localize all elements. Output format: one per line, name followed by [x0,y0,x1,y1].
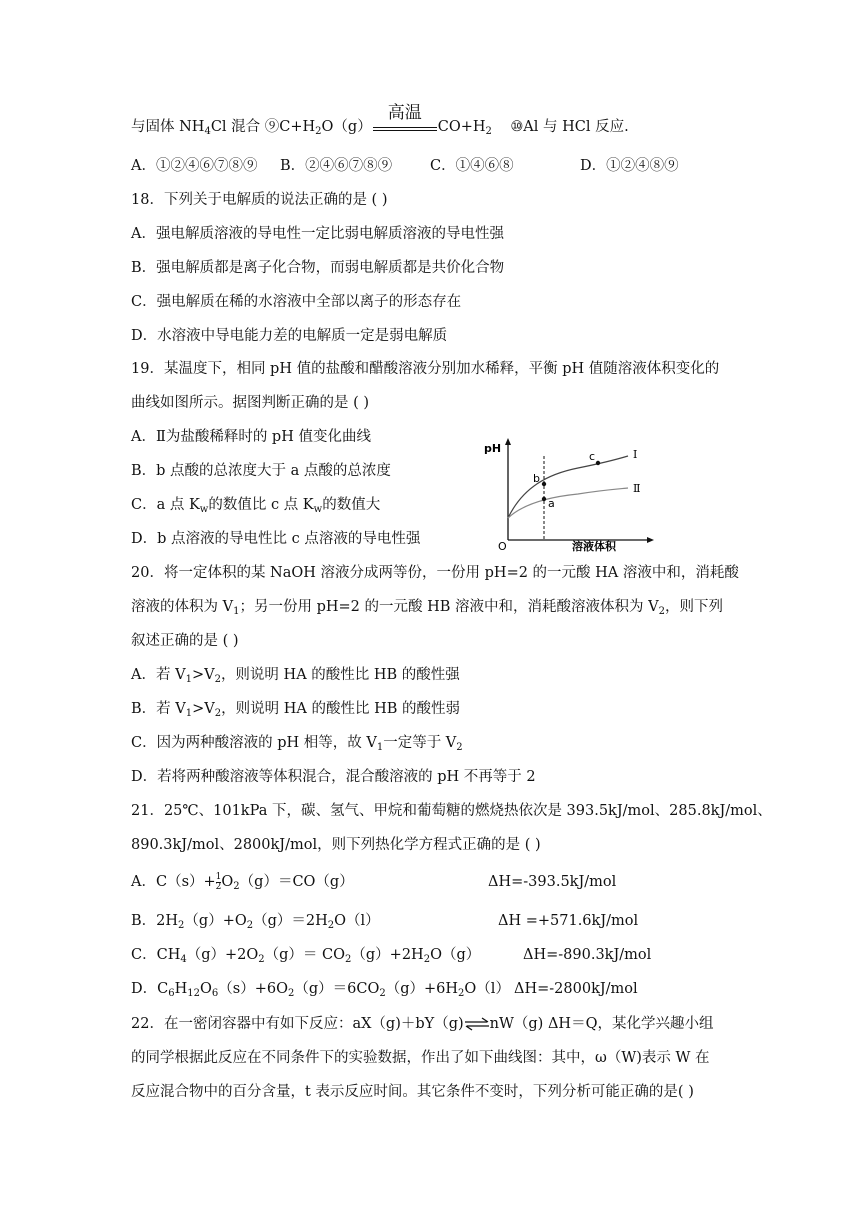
q18-option-c: C．强电解质在稀的水溶液中全部以离子的形态存在 [131,294,462,310]
q21-option-d: D．$C_6H_{12}O_6(s)+6O_2(g)=6CO_2(g)+6H_2O(l)$ [131,981,510,999]
curve-ii-label: Ⅱ [633,482,641,495]
q21-option-b-dh: ΔH =+571.6kJ/mol [498,913,639,929]
q20-stem-line1: 20．将一定体积的某 NaOH 溶液分成两等份，一份用 pH=2 的一元酸 HA 溶液中和，消耗酸 [131,565,739,581]
q20-stem-line2: 溶液的体积为 $V_1$；另一份用 pH=2 的一元酸 HB 溶液中和，消耗酸溶液体积为 $V_2$，则下列 [131,599,723,617]
point-c-label: c [589,450,596,463]
q20-option-a: A．若 $V_1>V_2$，则说明 HA 的酸性比 HB 的酸性强 [131,667,460,685]
q18-option-b: B．强电解质都是离子化合物，而弱电解质都是共价化合物 [131,260,505,276]
q22-stem-line2: 的同学根据此反应在不同条件下的实验数据，作出了如下曲线图：其中，ω（W)表示 W 在 [131,1050,710,1066]
q17-option-d: D．①②④⑧⑨ [580,158,679,174]
q18-stem: 18．下列关于电解质的说法正确的是 ( ) [131,192,388,208]
y-axis-label: pH [484,442,502,455]
x-axis-arrow-icon [647,537,654,543]
origin-label: O [498,540,507,552]
q19-option-d: D．b 点溶液的导电性比 c 点溶液的导电性强 [131,531,421,547]
q20-option-c: C．因为两种酸溶液的 pH 相等，故 $V_1$一定等于 $V_2$ [131,735,463,753]
q21-option-a-dh: ΔH=-393.5kJ/mol [488,874,617,890]
q17-option-a: A．①②④⑥⑦⑧⑨ [131,158,258,174]
q19-stem-line2: 曲线如图所示。据图判断正确的是 ( ) [131,395,370,411]
point-a [542,497,546,501]
point-b [542,482,546,486]
q18-option-a: A．强电解质溶液的导电性一定比弱电解质溶液的导电性强 [131,226,504,242]
equilibrium-arrow-icon [464,1017,490,1031]
q18-option-d: D．水溶液中导电能力差的电解质一定是弱电解质 [131,328,448,344]
y-axis-arrow-icon [505,438,511,445]
q19-stem-line1: 19．某温度下，相同 pH 值的盐酸和醋酸溶液分别加水稀释，平衡 pH 值随溶液体积变化的 [131,361,720,377]
fraction-one-half: $\frac{1}{2}$ [215,871,222,892]
q17-option-c: C．①④⑥⑧ [430,158,514,174]
q22-stem-line1: 22．在一密闭容器中有如下反应：aX（g)＋bY（g) nW（g) ΔH＝Q，某化学兴趣小组 [131,1016,714,1032]
q19-option-a: A．Ⅱ为盐酸稀释时的 pH 值变化曲线 [131,429,371,445]
q17-continuation: 与固体 $NH_4Cl$ 混合 $⑨C+H_2O(g)$ 高温 $CO+H_2$ ⑩Al 与 HCl 反应. [131,103,629,137]
point-c [596,461,600,465]
curve-i-label: Ⅰ [633,448,638,461]
q21-stem-line1: 21．25℃、101kPa 下，碳、氢气、甲烷和葡萄糖的燃烧热依次是 393.5kJ/mol、285.8kJ/mol、 [131,803,772,819]
q19-option-b: B．b 点酸的总浓度大于 a 点酸的总浓度 [131,463,391,479]
ph-dilution-graph [478,432,658,552]
point-b-label: b [533,472,540,485]
q20-stem-line3: 叙述正确的是 ( ) [131,633,239,649]
q20-option-b: B．若 $V_1>V_2$，则说明 HA 的酸性比 HB 的酸性弱 [131,701,460,719]
point-a-label: a [548,497,555,510]
x-axis-label: 溶液体积 [572,540,616,552]
q22-stem-line3: 反应混合物中的百分含量，t 表示反应时间。其它条件不变时，下列分析可能正确的是( ) [131,1084,694,1100]
q21-option-a: A．C（s）+ $\frac{1}{2}$ $O_2(g)=CO(g)$ [131,871,354,892]
q20-option-d: D．若将两种酸溶液等体积混合，混合酸溶液的 pH 不再等于 2 [131,769,536,785]
q21-option-c: C．$CH_4(g)+2O_2(g)= CO_2(g)+2H_2O(g)$ [131,947,481,965]
q17-option-b: B．②④⑥⑦⑧⑨ [280,158,393,174]
curve-i [508,456,628,518]
q21-stem-line2: 890.3kJ/mol、2800kJ/mol，则下列热化学方程式正确的是 ( ) [131,837,541,853]
q21-option-c-dh: ΔH=-890.3kJ/mol [523,947,652,963]
reaction-condition-arrow: 高温 [373,117,437,137]
q19-option-c: C．a 点 $K_w$的数值比 c 点 $K_w$的数值大 [131,497,381,515]
q21-option-b: B．$2H_2(g)+O_2(g)=2H_2O(l)$ [131,913,380,931]
q21-option-d-dh: ΔH=-2800kJ/mol [514,981,638,997]
